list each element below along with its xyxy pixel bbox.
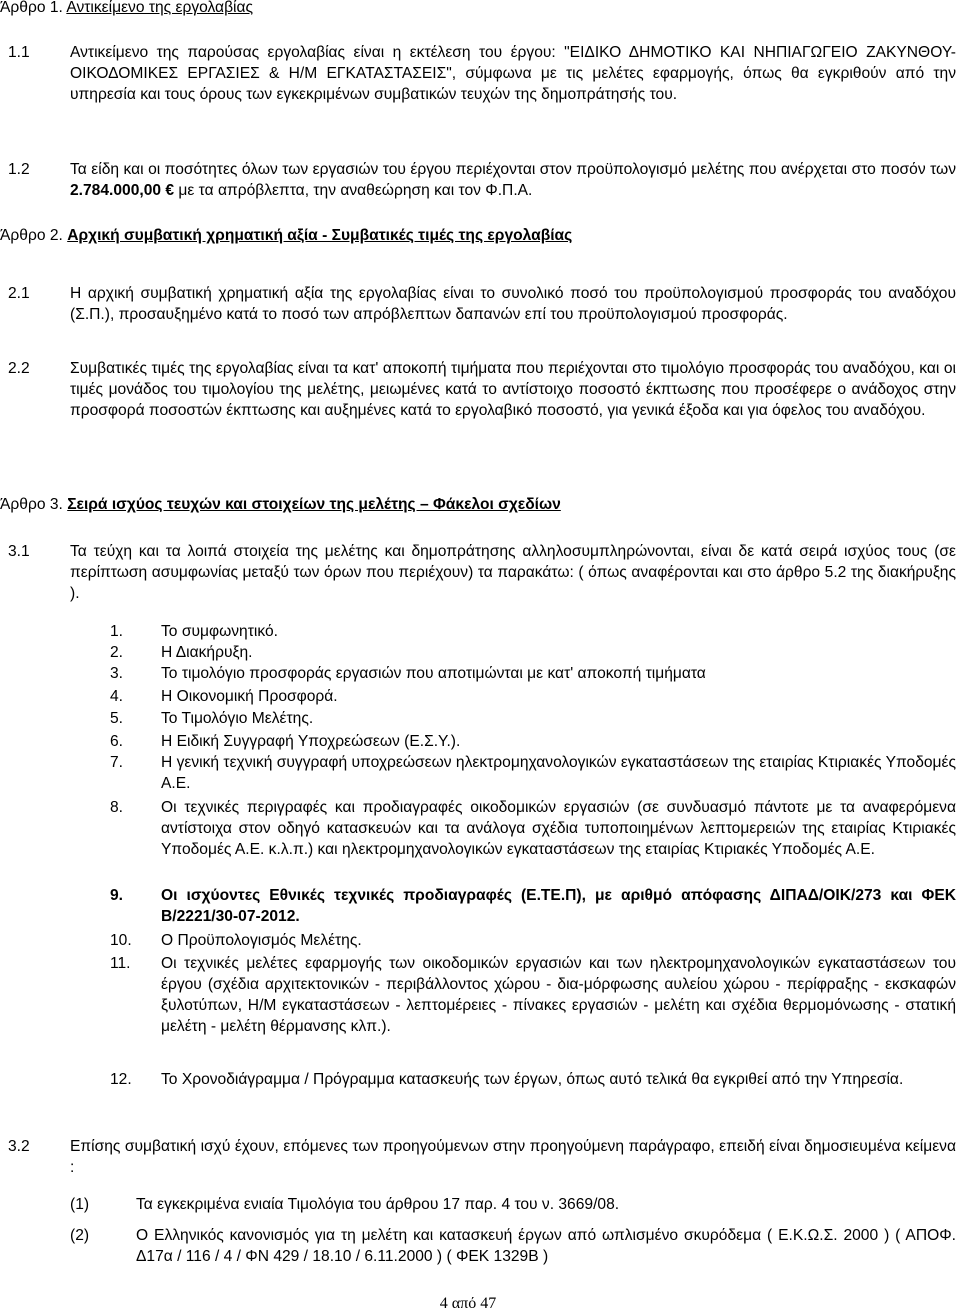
list-item-number: 2.	[110, 644, 124, 661]
list-item-number: 3.	[110, 665, 124, 682]
list-item: Το συμφωνητικό.	[161, 623, 278, 640]
page-number: 4 από 47	[439, 1295, 497, 1312]
list-item: Η Διακήρυξη.	[161, 644, 253, 661]
para-1-2-text-a: Τα είδη και οι ποσότητες όλων των εργασιών του έργου περιέχονται στον προϋπολογισμό μελέτης που ανέρχεται στο ποσόν των	[70, 161, 956, 178]
para-1-2-text	[70, 159, 956, 201]
article-1-title: Αντικείμενο της εργολαβίας	[66, 0, 254, 16]
para-1-1-text: Αντικείμενο της παρούσας εργολαβίας είναι η εκτέλεση του έργου: "ΕΙΔΙΚΟ ΔΗΜΟΤΙΚΟ ΚΑΙ ΝΗΠΙΑΓΩΓΕΙΟ ΖΑΚΥΝΘΟΥ-ΟΙΚΟΔΟΜΙΚΕΣ ΕΡΓΑΣΙΕΣ & Η/Μ ΕΓΚΑΤΑΣΤΑΣΕΙΣ", σύμφωνα με τις μελέτες εφαρμογής, όπως θα εγκριθούν από την υπηρεσία και τους όρους των εγκεκριμένων συμβατικών τευχών της δημοπράτησής του.	[70, 44, 956, 103]
list-item-number: 10.	[110, 932, 132, 949]
para-3-2-number: 3.2	[8, 1138, 30, 1155]
list-item: Οι τεχνικές μελέτες εφαρμογής των οικοδομικών εργασιών και των ηλεκτρομηχανολογικών εγκαταστάσεων του έργου (σχέδια αρχιτεκτονικών - περιβάλλοντος χώρου - δια-μόρφωσης αυλείου χώρου - περίφραξης - εκσκαφών ξυλοτύπων, Η/Μ εγκαταστάσεων - λεπτομέρειες - πίνακες εργασιών - μελέτη και σχέδια θερμομόνωσης - στατική μελέτη - μελέτη θέρμανσης κλπ.).	[161, 955, 956, 1035]
sublist-item: Τα εγκεκριμένα ενιαία Τιμολόγια του άρθρου 17 παρ. 4 του ν. 3669/08.	[136, 1196, 620, 1213]
list-item: Οι τεχνικές περιγραφές και προδιαγραφές οικοδομικών εργασιών (σε συνδυασμό πάντοτε με τα αναφερόμενα αντίστοιχα στον οδηγό κατασκευών και τα ανάλογα σχέδια τυποποιημένων λεπτομερειών της εταιρίας Κτιριακές Υποδομές Α.Ε. κ.λ.π.) και ηλεκτρομηχανολογικών εγκαταστάσεων της εταιρίας Κτιριακές Υποδομές Α.Ε.	[161, 799, 956, 858]
article-2-label: Άρθρο 2.	[0, 227, 63, 244]
para-2-1-number: 2.1	[8, 285, 30, 302]
list-item-number: 5.	[110, 710, 124, 727]
list-item: Το Χρονοδιάγραμμα / Πρόγραμμα κατασκευής των έργων, όπως αυτό τελικά θα εγκριθεί από την Υπηρεσία.	[161, 1071, 904, 1088]
para-1-1-number: 1.1	[8, 44, 30, 61]
para-2-2-number: 2.2	[8, 360, 30, 377]
para-3-1-text: Τα τεύχη και τα λοιπά στοιχεία της μελέτης και δημοπράτησης αλληλοσυμπληρώνονται, είναι δε κατά σειρά ισχύος τους (σε περίπτωση ασυμφωνίας μεταξύ των όρων που περιέχουν) τα παρακάτω: ( όπως αναφέρονται και στο άρθρο 5.2 της διακήρυξης ).	[70, 543, 956, 602]
article-1-label: Άρθρο 1.	[0, 0, 63, 16]
article-3-heading	[0, 495, 561, 515]
list-item-number: 4.	[110, 688, 124, 705]
list-item: Ο Προϋπολογισμός Μελέτης.	[161, 932, 362, 949]
para-1-2-text-b: με τα απρόβλεπτα, την αναθεώρηση και τον Φ.Π.Α.	[174, 182, 533, 199]
para-1-2-number: 1.2	[8, 161, 30, 178]
list-item: Η Οικονομική Προσφορά.	[161, 688, 338, 705]
para-3-1-number: 3.1	[8, 543, 30, 560]
list-item: Οι ισχύοντες Εθνικές τεχνικές προδιαγραφές (Ε.ΤΕ.Π), με αριθμό απόφασης ΔΙΠΑΔ/ΟΙΚ/273 και ΦΕΚ Β/2221/30-07-2012.	[161, 887, 956, 925]
list-item-number: 8.	[110, 799, 124, 816]
list-item-number: 11.	[110, 955, 131, 972]
list-item-number: 12.	[110, 1071, 132, 1088]
list-item: Η Ειδική Συγγραφή Υποχρεώσεων (Ε.Σ.Υ.).	[161, 733, 461, 750]
list-item: Η γενική τεχνική συγγραφή υποχρεώσεων ηλεκτρομηχανολογικών εγκαταστάσεων της εταιρίας Κτιριακές Υποδομές Α.Ε.	[161, 754, 956, 792]
sublist-item-number: (2)	[70, 1227, 90, 1244]
list-item-number: 1.	[110, 623, 124, 640]
para-2-1-text: Η αρχική συμβατική χρηματική αξία της εργολαβίας είναι το συνολικό ποσό του προϋπολογισμού προσφοράς του αναδόχου (Σ.Π.), προσαυξημένο κατά το ποσό των απρόβλεπτων δαπανών επί του προϋπολογισμού προσφοράς.	[70, 285, 956, 323]
budget-amount: 2.784.000,00 €	[70, 182, 175, 199]
para-2-2-text: Συμβατικές τιμές της εργολαβίας είναι τα κατ' αποκοπή τιμήματα που περιέχονται στο τιμολόγιο προσφοράς του αναδόχου, και οι τιμές μονάδος του τιμολογίου της μελέτης, μειωμένες κατά το αντίστοιχο ποσοστό έκπτωσης που προσέφερε ο ανάδοχος στην προσφορά ποσοστών έκπτωσης και αυξημένες κατά το εργολαβικό ποσοστό, για γενικά έξοδα και για όφελος του αναδόχου.	[70, 360, 956, 419]
list-item-number: 6.	[110, 733, 124, 750]
article-3-label: Άρθρο 3.	[0, 496, 63, 513]
para-3-2-text: Επίσης συμβατική ισχύ έχουν, επόμενες των προηγούμενων στην προηγούμενη παράγραφο, επειδή είναι δημοσιευμένα κείμενα :	[70, 1138, 956, 1176]
article-1-heading	[0, 0, 253, 18]
list-item: Το τιμολόγιο προσφοράς εργασιών που αποτιμώνται με κατ' αποκοπή τιμήματα	[161, 665, 706, 682]
article-2-title: Αρχική συμβατική χρηματική αξία - Συμβατικές τιμές της εργολαβίας	[67, 227, 573, 244]
sublist-item-number: (1)	[70, 1196, 90, 1213]
list-item: Το Τιμολόγιο Μελέτης.	[161, 710, 314, 727]
sublist-item: Ο Ελληνικός κανονισμός για τη μελέτη και κατασκευή έργων από ωπλισμένο σκυρόδεμα ( Ε.Κ.Ω.Σ. 2000 ) ( ΑΠΟΦ. Δ17α / 116 / 4 / ΦΝ 429 / 18.10 / 6.11.2000 ) ( ΦΕΚ 1329Β )	[136, 1227, 956, 1265]
list-item-number: 7.	[110, 754, 124, 771]
list-item-number: 9.	[110, 887, 124, 904]
article-3-title: Σειρά ισχύος τευχών και στοιχείων της μελέτης – Φάκελοι σχεδίων	[67, 496, 561, 513]
article-2-heading	[0, 226, 572, 246]
